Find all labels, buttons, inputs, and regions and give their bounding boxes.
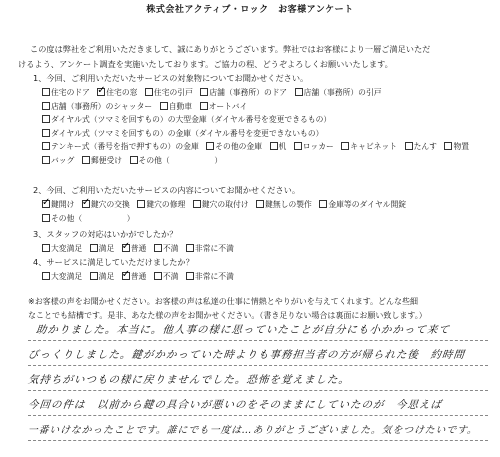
checkbox[interactable] xyxy=(295,88,303,96)
option-label: ダイヤル式（ツマミを回すもの）の大型金庫（ダイヤル番号を変更できるもの） xyxy=(51,115,332,125)
option-label: 普通 xyxy=(130,244,147,253)
option-q1-18[interactable] xyxy=(80,156,122,165)
ruled-line xyxy=(28,440,488,441)
checkbox[interactable] xyxy=(42,156,50,164)
option-q1-15[interactable] xyxy=(403,142,437,151)
option-q3-0[interactable] xyxy=(40,244,82,253)
checkbox[interactable] xyxy=(200,102,208,110)
option-q1-14[interactable] xyxy=(339,142,397,151)
checkbox[interactable] xyxy=(122,272,130,280)
option-label: その他（ xyxy=(51,213,83,223)
option-label: 店舗（事務所）の引戸 xyxy=(303,88,382,97)
checkbox[interactable] xyxy=(154,272,162,280)
checkbox[interactable] xyxy=(193,200,201,208)
option-label: ロッカー xyxy=(302,142,334,152)
question-3: 3、スタッフの対応はいかがでしたか？ xyxy=(33,229,178,239)
option-q1-12[interactable] xyxy=(268,142,287,151)
note-line: なことでも結構です。是非、あなた様の声をお聞かせください。（書き足りない場合は裏面にお願い致します。） xyxy=(28,311,427,320)
checkbox[interactable] xyxy=(154,244,162,252)
checkbox[interactable] xyxy=(42,88,50,96)
option-q1-17[interactable] xyxy=(40,156,74,165)
option-q1-10[interactable] xyxy=(40,142,199,151)
option-q2-3[interactable] xyxy=(191,200,249,209)
option-label: 物置 xyxy=(453,142,470,152)
option-label: 金庫等のダイヤル開錠 xyxy=(328,200,407,209)
option-q1-11[interactable] xyxy=(204,142,262,151)
intro-text xyxy=(18,42,488,71)
option-q3-1[interactable] xyxy=(88,244,115,253)
option-q1-16[interactable] xyxy=(442,142,469,151)
checkbox[interactable] xyxy=(42,142,50,150)
option-label: 自動車 xyxy=(168,101,193,111)
option-label: 不満 xyxy=(162,244,179,253)
other-field[interactable]: ） xyxy=(82,213,135,223)
option-q2-6[interactable] xyxy=(40,214,135,223)
checkbox[interactable] xyxy=(341,142,349,150)
checkbox[interactable] xyxy=(444,142,452,150)
option-q4-2[interactable] xyxy=(120,272,147,281)
option-q2-2[interactable] xyxy=(135,200,185,209)
checkbox[interactable] xyxy=(42,214,50,222)
question-3-options xyxy=(40,242,485,256)
checkbox[interactable] xyxy=(42,200,50,208)
option-label: その他（ xyxy=(138,155,170,165)
other-field[interactable]: ） xyxy=(169,155,223,165)
intro-line: この度は弊社をご利用いただきまして、誠にありがとうございます。弊社ではお客様により一層ご満足いただ xyxy=(30,44,431,54)
option-q1-7[interactable] xyxy=(198,102,248,111)
checkbox[interactable] xyxy=(122,244,130,252)
option-label: ダイヤル式（ツマミを回すもの）の金庫（ダイヤル番号を変更できないもの） xyxy=(51,128,324,138)
checkbox[interactable] xyxy=(270,142,278,150)
form-title: 株式会社アクティブ・ロック お客様アンケート xyxy=(146,5,354,15)
option-q1-0[interactable] xyxy=(40,88,90,97)
option-q2-1[interactable] xyxy=(80,200,130,209)
checkbox[interactable] xyxy=(145,88,153,96)
option-label: 鍵穴の取付け xyxy=(201,200,249,209)
option-q4-3[interactable] xyxy=(152,272,179,281)
question-1: 1、今回、ご利用いただいたサービスの対象物についてお聞かせください。 xyxy=(33,73,309,83)
option-q1-9[interactable] xyxy=(40,129,323,138)
option-q1-8[interactable] xyxy=(40,115,331,124)
checkbox[interactable] xyxy=(42,102,50,110)
checkbox[interactable] xyxy=(82,200,90,208)
option-q1-2[interactable] xyxy=(143,88,193,97)
checkbox[interactable] xyxy=(42,244,50,252)
option-label: たんす xyxy=(413,142,437,152)
option-label: 店舗（事務所）のシャッター xyxy=(51,101,153,111)
checkbox[interactable] xyxy=(42,129,50,137)
option-q1-4[interactable] xyxy=(293,88,382,97)
option-q1-19[interactable] xyxy=(128,156,223,165)
option-q3-3[interactable] xyxy=(152,244,179,253)
question-2-options xyxy=(40,198,485,225)
handwritten-line: 一番いけなかったことです。誰にでも一度は…ありがとうございました。気をつけたいです。 xyxy=(27,425,479,436)
checkbox[interactable] xyxy=(206,142,214,150)
option-label: 鍵開け xyxy=(51,200,75,209)
option-label: 非常に不満 xyxy=(194,272,234,281)
question-1-options xyxy=(40,86,485,168)
option-label: 大変満足 xyxy=(51,244,83,253)
option-label: 郵便受け xyxy=(90,155,123,165)
handwritten-line: 気持ちがいつもの様に戻りませんでした。恐怖を覚えました。 xyxy=(27,374,351,386)
option-label: 鍵穴の修理 xyxy=(146,200,186,209)
option-q1-6[interactable] xyxy=(158,102,192,111)
option-q3-2[interactable] xyxy=(120,244,147,253)
option-label: 机 xyxy=(278,142,287,152)
checkbox[interactable] xyxy=(319,200,327,208)
ruled-line xyxy=(28,415,488,416)
option-label: 満足 xyxy=(98,244,115,253)
option-label: 鍵穴の交換 xyxy=(90,200,130,209)
checkbox[interactable] xyxy=(97,88,105,96)
option-label: テンキー式（番号を指で押すもの）の金庫 xyxy=(51,142,199,152)
ruled-line xyxy=(28,340,488,341)
option-label: オートバイ xyxy=(208,101,248,111)
option-label: 普通 xyxy=(130,272,147,281)
ruled-line xyxy=(28,390,488,391)
checkbox[interactable] xyxy=(82,156,90,164)
option-label: 住宅のドア xyxy=(51,88,90,97)
option-label: 非常に不満 xyxy=(194,244,234,253)
note-line: ※お客様の声をお聞かせください。お客様の声は私達の仕事に情熱とやりがいを与えてくれます。どんな些細 xyxy=(28,297,419,306)
option-q2-5[interactable] xyxy=(317,200,406,209)
checkbox[interactable] xyxy=(42,115,50,123)
option-q1-3[interactable] xyxy=(198,88,287,97)
handwritten-line: 今回の件は 以前から鍵の具合いが悪いのをそのままにしていたのが 今思えば xyxy=(27,399,443,411)
checkbox[interactable] xyxy=(186,272,194,280)
checkbox[interactable] xyxy=(186,244,194,252)
checkbox[interactable] xyxy=(294,142,302,150)
option-label: 満足 xyxy=(98,272,115,281)
option-q1-13[interactable] xyxy=(292,142,334,151)
question-4: 4、サービスに満足していただけましたか？ xyxy=(33,257,194,267)
option-q1-1[interactable] xyxy=(95,88,137,97)
question-2: 2、今回、ご利用いただいたサービスの内容についてお聞かせください。 xyxy=(33,185,301,195)
checkbox[interactable] xyxy=(90,272,98,280)
option-label: その他の金庫 xyxy=(215,142,263,152)
intro-line: けるよう、アンケート調査を実施いたしております。ご協力の程、どうぞよろしくお願いいたします。 xyxy=(18,58,393,69)
option-label: キャビネット xyxy=(350,142,398,152)
checkbox[interactable] xyxy=(200,88,208,96)
option-q2-0[interactable] xyxy=(40,200,74,209)
ruled-line xyxy=(28,365,488,366)
checkbox[interactable] xyxy=(90,244,98,252)
comment-area[interactable] xyxy=(28,318,488,453)
option-label: 大変満足 xyxy=(51,272,83,281)
checkbox[interactable] xyxy=(160,102,168,110)
option-q3-4[interactable] xyxy=(184,244,234,253)
option-q1-5[interactable] xyxy=(40,102,152,111)
option-label: 店舗（事務所）のドア xyxy=(209,88,288,97)
option-q4-0[interactable] xyxy=(40,272,82,281)
checkbox[interactable] xyxy=(130,156,138,164)
checkbox[interactable] xyxy=(42,272,50,280)
checkbox[interactable] xyxy=(405,142,413,150)
option-label: 鍵無しの製作 xyxy=(265,200,312,209)
handwritten-line: びっくりしました。鍵がかかっていた時よりも事務担当者の方が帰られた後 約時間 xyxy=(27,349,466,361)
checkbox[interactable] xyxy=(137,200,145,208)
question-4-options xyxy=(40,270,485,284)
checkbox[interactable] xyxy=(256,200,264,208)
handwritten-line: 助かりました。本当に。他人事の様に思っていたことが自分にも小かかって来て xyxy=(35,324,451,336)
option-q2-4[interactable] xyxy=(254,200,312,209)
option-q4-4[interactable] xyxy=(184,272,234,281)
option-label: 住宅の引戸 xyxy=(153,88,193,97)
option-q4-1[interactable] xyxy=(88,272,115,281)
option-label: バッグ xyxy=(51,155,75,165)
option-label: 不満 xyxy=(162,272,179,281)
option-label: 住宅の窓 xyxy=(106,88,138,97)
